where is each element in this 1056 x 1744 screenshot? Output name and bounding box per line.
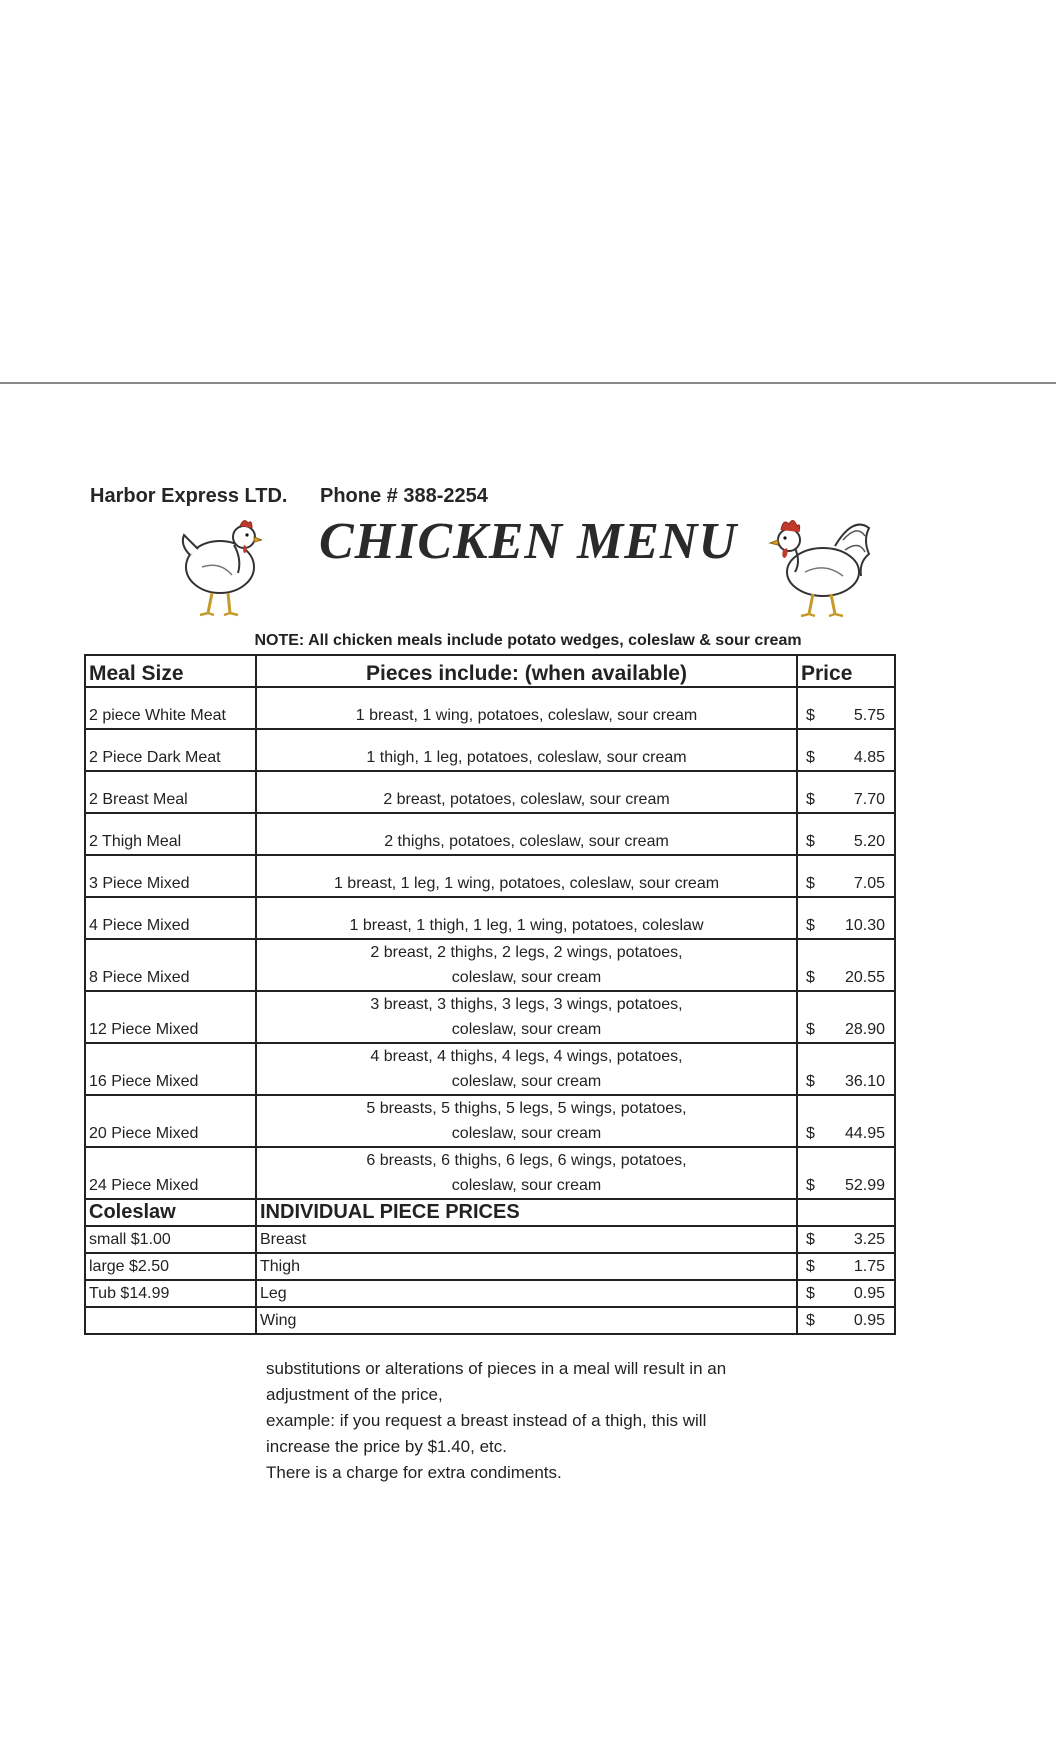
dollar-sign: $: [806, 1231, 815, 1248]
individual-pieces-header: INDIVIDUAL PIECE PRICES: [256, 1199, 797, 1226]
meal-price: [797, 729, 895, 771]
coleslaw-size: [85, 1307, 256, 1334]
menu-title: CHICKEN MENU: [319, 513, 737, 570]
meal-pieces-line: 5 breasts, 5 thighs, 5 legs, 5 wings, potatoes,: [366, 1100, 687, 1117]
meal-pieces: [256, 939, 797, 991]
dollar-sign: $: [806, 917, 815, 934]
meal-size: 3 Piece Mixed: [85, 855, 256, 897]
dollar-sign: $: [806, 1177, 815, 1194]
phone-number: Phone # 388-2254: [320, 485, 488, 507]
table-row: [85, 687, 895, 729]
dollar-sign: $: [806, 1021, 815, 1038]
col-price: Price: [797, 655, 895, 687]
footer-line: There is a charge for extra condiments.: [266, 1463, 562, 1482]
footer-line: substitutions or alterations of pieces in a meal will result in an: [266, 1359, 727, 1378]
meal-size: 2 Breast Meal: [85, 771, 256, 813]
meal-pieces: 1 breast, 1 leg, 1 wing, potatoes, coleslaw, sour cream: [256, 855, 797, 897]
col-meal-size: Meal Size: [85, 655, 256, 687]
piece-price: [797, 1280, 895, 1307]
company-name: Harbor Express LTD.: [90, 485, 288, 507]
dollar-sign: $: [806, 707, 815, 724]
meal-price: [797, 1043, 895, 1095]
empty-cell: [797, 1199, 895, 1226]
dollar-sign: $: [806, 875, 815, 892]
table-row: [85, 1147, 895, 1199]
piece-name: Thigh: [256, 1253, 797, 1280]
meal-note: NOTE: All chicken meals include potato wedges, coleslaw & sour cream: [254, 632, 802, 649]
piece-name: Breast: [256, 1226, 797, 1253]
col-pieces: Pieces include: (when available): [256, 655, 797, 687]
meal-size: 2 piece White Meat: [85, 687, 256, 729]
dollar-sign: $: [806, 791, 815, 808]
piece-price: [797, 1307, 895, 1334]
table-row: [85, 1095, 895, 1147]
price-amount: 1.75: [853, 1258, 885, 1275]
meal-size: 4 Piece Mixed: [85, 897, 256, 939]
meal-price: [797, 687, 895, 729]
meal-price: [797, 1147, 895, 1199]
price-amount: 5.75: [853, 707, 885, 724]
piece-price: [797, 1226, 895, 1253]
table-row: [85, 813, 895, 855]
meal-size: 2 Piece Dark Meat: [85, 729, 256, 771]
meal-size: 20 Piece Mixed: [85, 1095, 256, 1147]
meal-price: [797, 855, 895, 897]
price-amount: 4.85: [853, 749, 885, 766]
dollar-sign: $: [806, 1312, 815, 1329]
footer-notes: [266, 1356, 866, 1486]
meal-pieces: [256, 1147, 797, 1199]
dollar-sign: $: [806, 749, 815, 766]
dollar-sign: $: [806, 833, 815, 850]
table-row: [85, 1043, 895, 1095]
dollar-sign: $: [806, 1285, 815, 1302]
meal-pieces: 1 breast, 1 thigh, 1 leg, 1 wing, potatoes, coleslaw: [256, 897, 797, 939]
meal-price: [797, 1095, 895, 1147]
price-amount: 5.20: [853, 833, 885, 850]
price-amount: 0.95: [853, 1312, 885, 1329]
meal-price: [797, 897, 895, 939]
price-amount: 36.10: [844, 1073, 885, 1090]
dollar-sign: $: [806, 1258, 815, 1275]
menu-table: [84, 654, 896, 1335]
table-row: [85, 939, 895, 991]
meal-pieces-line: 2 breast, 2 thighs, 2 legs, 2 wings, potatoes,: [370, 944, 683, 961]
piece-name: Leg: [256, 1280, 797, 1307]
dollar-sign: $: [806, 1125, 815, 1142]
meal-pieces: 2 breast, potatoes, coleslaw, sour cream: [256, 771, 797, 813]
meal-pieces-line: coleslaw, sour cream: [451, 1073, 602, 1090]
meal-pieces-line: coleslaw, sour cream: [451, 1021, 602, 1038]
price-amount: 44.95: [844, 1125, 885, 1142]
extras-header-row: [85, 1199, 895, 1226]
table-row: [85, 991, 895, 1043]
meal-size: 24 Piece Mixed: [85, 1147, 256, 1199]
dollar-sign: $: [806, 969, 815, 986]
table-row: [85, 771, 895, 813]
rooster-illustration: [765, 510, 875, 620]
meal-pieces: [256, 1095, 797, 1147]
meal-price: [797, 991, 895, 1043]
footer-line: increase the price by $1.40, etc.: [266, 1437, 507, 1456]
table-row: [85, 1253, 895, 1280]
price-amount: 0.95: [853, 1285, 885, 1302]
price-amount: 7.70: [853, 791, 885, 808]
table-row: [85, 897, 895, 939]
price-amount: 7.05: [853, 875, 885, 892]
table-row: [85, 1226, 895, 1253]
price-amount: 3.25: [853, 1231, 885, 1248]
coleslaw-header: Coleslaw: [85, 1199, 256, 1226]
coleslaw-size: Tub $14.99: [85, 1280, 256, 1307]
table-header-row: [85, 655, 895, 687]
coleslaw-size: small $1.00: [85, 1226, 256, 1253]
meal-pieces-line: 3 breast, 3 thighs, 3 legs, 3 wings, potatoes,: [370, 996, 683, 1013]
price-amount: 20.55: [844, 969, 885, 986]
price-amount: 52.99: [844, 1177, 885, 1194]
table-row: [85, 1280, 895, 1307]
meal-pieces: 2 thighs, potatoes, coleslaw, sour cream: [256, 813, 797, 855]
meal-pieces-line: coleslaw, sour cream: [451, 1177, 602, 1194]
table-row: [85, 855, 895, 897]
table-row: [85, 1307, 895, 1334]
footer-line: adjustment of the price,: [266, 1385, 443, 1404]
meal-size: 2 Thigh Meal: [85, 813, 256, 855]
price-amount: 28.90: [844, 1021, 885, 1038]
meal-size: 16 Piece Mixed: [85, 1043, 256, 1095]
meal-pieces-line: 6 breasts, 6 thighs, 6 legs, 6 wings, potatoes,: [366, 1152, 687, 1169]
meal-price: [797, 813, 895, 855]
meal-pieces: 1 breast, 1 wing, potatoes, coleslaw, sour cream: [256, 687, 797, 729]
meal-price: [797, 939, 895, 991]
coleslaw-size: large $2.50: [85, 1253, 256, 1280]
meal-size: 8 Piece Mixed: [85, 939, 256, 991]
meal-price: [797, 771, 895, 813]
meal-pieces-line: 4 breast, 4 thighs, 4 legs, 4 wings, potatoes,: [370, 1048, 683, 1065]
table-row: [85, 729, 895, 771]
piece-name: Wing: [256, 1307, 797, 1334]
meal-pieces-line: coleslaw, sour cream: [451, 1125, 602, 1142]
page-top-edge: [0, 382, 1056, 384]
price-amount: 10.30: [844, 917, 885, 934]
meal-pieces: [256, 1043, 797, 1095]
meal-pieces: [256, 991, 797, 1043]
piece-price: [797, 1253, 895, 1280]
meal-pieces-line: coleslaw, sour cream: [451, 969, 602, 986]
meal-size: 12 Piece Mixed: [85, 991, 256, 1043]
dollar-sign: $: [806, 1073, 815, 1090]
meal-pieces: 1 thigh, 1 leg, potatoes, coleslaw, sour cream: [256, 729, 797, 771]
footer-line: example: if you request a breast instead of a thigh, this will: [266, 1411, 707, 1430]
